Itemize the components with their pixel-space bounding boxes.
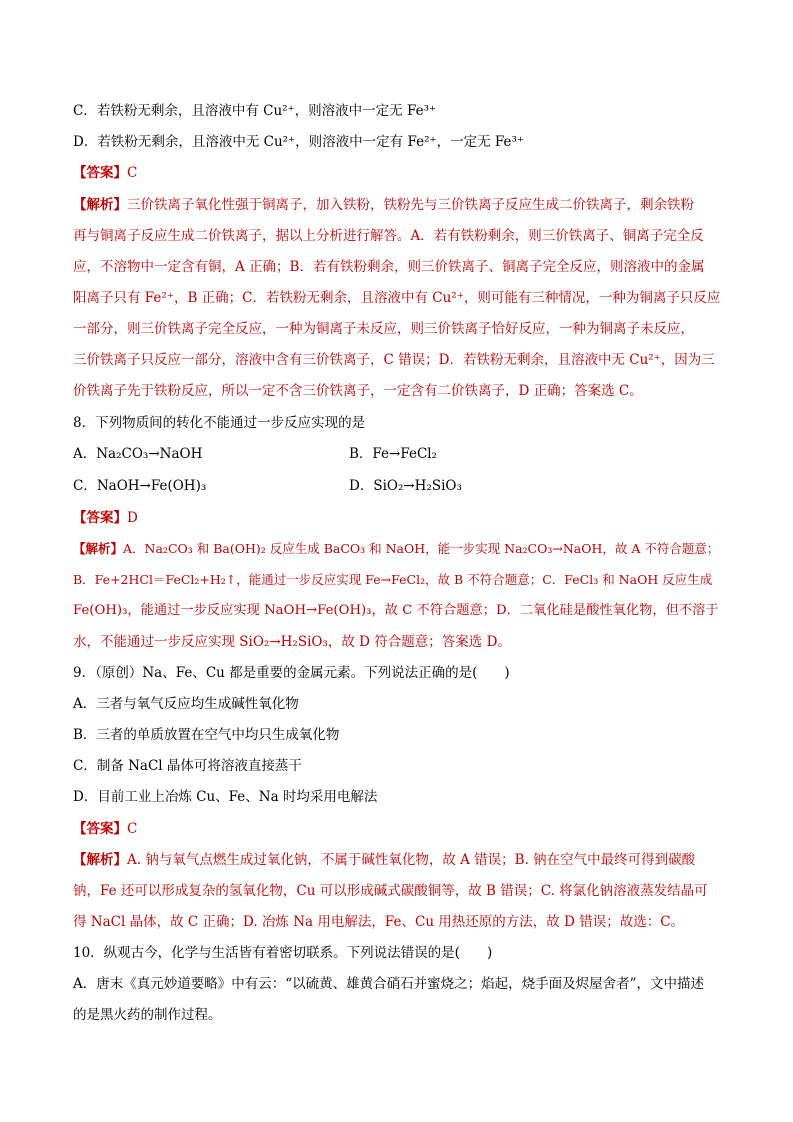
answer-q8 (73, 507, 723, 529)
option-c-q9: C．制备 NaCl 晶体可将溶液直接蒸干 (73, 758, 302, 774)
option-a-q9: A．三者与氧气反应均生成碱性氧化物 (73, 696, 299, 712)
option-a-q10-line2: 的是黑火药的制作过程。 (73, 1007, 222, 1023)
explanation-q7-line2: 再与铜离子反应生成二价铁离子，据以上分析进行解答。A．若有铁粉剩余，则三价铁离子、铜离子完全反 (73, 228, 704, 244)
explanation-text: 三价铁离子氧化性强于铜离子，加入铁粉，铁粉先与三价铁离子反应生成二价铁离子，剩余铁粉 (127, 197, 694, 213)
answer-value: D (127, 510, 138, 526)
answer-tag: 【答案】 (73, 165, 127, 181)
option-d-q9: D．目前工业上冶炼 Cu、Fe、Na 时均采用电解法 (73, 789, 378, 805)
option-c-q8: C．NaOH→Fe(OH)₃ (73, 478, 207, 494)
option-d-q7: D．若铁粉无剩余，且溶液中无 Cu²⁺，则溶液中一定有 Fe²⁺，一定无 Fe³⁺ (73, 134, 525, 150)
explanation-text: A. 钠与氧气点燃生成过氧化钠，不属于碱性氧化物，故 A 错误；B. 钠在空气中最终可得到碳酸 (127, 852, 696, 868)
answer-q7 (73, 162, 723, 184)
explanation-tag: 【解析】 (73, 197, 127, 213)
explanation-q7-line4: 阳离子只有 Fe²⁺，B 正确；C．若铁粉无剩余，且溶液中有 Cu²⁺，则可能有三种情况，一种为铜离子只反应 (73, 290, 721, 306)
option-a-q8: A．Na₂CO₃→NaOH (73, 446, 203, 462)
explanation-q7-line3: 应，不溶物中一定含有铜，A 正确；B．若有铁粉剩余，则三价铁离子、铜离子完全反应，则溶液中的金属 (73, 259, 705, 275)
explanation-q9-line2: 钠，Fe 还可以形成复杂的氢氧化物，Cu 可以形成碱式碳酸铜等，故 B 错误；C. 将氯化钠溶液蒸发结晶可 (73, 883, 708, 899)
option-a-q10-line1: A．唐末《真元妙道要略》中有云：“以硫黄、雄黄合硝石并蜜烧之；焰起，烧手面及烬屋舍者”，文中描述 (73, 976, 705, 992)
option-b-q9: B．三者的单质放置在空气中均只生成氧化物 (73, 727, 340, 743)
explanation-q7-line1 (73, 194, 723, 216)
explanation-text: A．Na₂CO₃ 和 Ba(OH)₂ 反应生成 BaCO₃ 和 NaOH，能一步实现 Na₂CO₃→NaOH，故 A 不符合题意； (123, 541, 720, 556)
answer-tag: 【答案】 (73, 510, 127, 526)
question-9: 9．（原创）Na、Fe、Cu 都是重要的金属元素。下列说法正确的是( ) (73, 665, 510, 681)
q8-options-row1 (73, 443, 723, 465)
option-b-q8: B．Fe→FeCl₂ (349, 446, 438, 462)
explanation-tag: 【解析】 (73, 852, 127, 868)
explanation-q9-line1 (73, 849, 723, 871)
answer-value: C (127, 165, 138, 181)
explanation-q7-line7: 价铁离子先于铁粉反应，所以一定不含三价铁离子，一定含有二价铁离子，D 正确；答案选 C。 (73, 383, 643, 399)
explanation-tag: 【解析】 (73, 541, 124, 556)
answer-tag: 【答案】 (73, 821, 127, 837)
answer-value: C (127, 821, 138, 837)
explanation-q7-line5: 一部分，则三价铁离子完全反应，一种为铜离子未反应，则三价铁离子恰好反应，一种为铜离子未反应， (73, 321, 694, 337)
q8-options-row2 (73, 475, 723, 497)
answer-q9 (73, 818, 723, 840)
explanation-q8-line3: Fe(OH)₃，能通过一步反应实现 NaOH→Fe(OH)₃，故 C 不符合题意；D．二氧化硅是酸性氧化物，但不溶于 (73, 603, 719, 618)
explanation-q8-line2: B．Fe+2HCl＝FeCl₂+H₂↑，能通过一步反应实现 Fe→FeCl₂，故 B 不符合题意；C．FeCl₃ 和 NaOH 反应生成 (73, 572, 713, 587)
question-10: 10．纵观古今，化学与生活皆有着密切联系。下列说法错误的是( ) (73, 945, 493, 961)
explanation-q8-line1 (73, 538, 723, 560)
explanation-q8-line4: 水，不能通过一步反应实现 SiO₂→H₂SiO₃，故 D 符合题意；答案选 D。 (73, 634, 511, 650)
explanation-q9-line3: 得 NaCl 晶体，故 C 正确；D. 冶炼 Na 用电解法，Fe、Cu 用热还原的方法，故 D 错误；故选：C。 (73, 914, 685, 930)
option-d-q8: D．SiO₂→H₂SiO₃ (349, 478, 462, 494)
explanation-q7-line6: 三价铁离子只反应一部分，溶液中含有三价铁离子，C 错误；D．若铁粉无剩余，且溶液中无 Cu²⁺，因为三 (73, 352, 715, 368)
option-c-q7: C．若铁粉无剩余，且溶液中有 Cu²⁺，则溶液中一定无 Fe³⁺ (73, 103, 437, 119)
question-8: 8．下列物质间的转化不能通过一步反应实现的是 (73, 415, 366, 431)
